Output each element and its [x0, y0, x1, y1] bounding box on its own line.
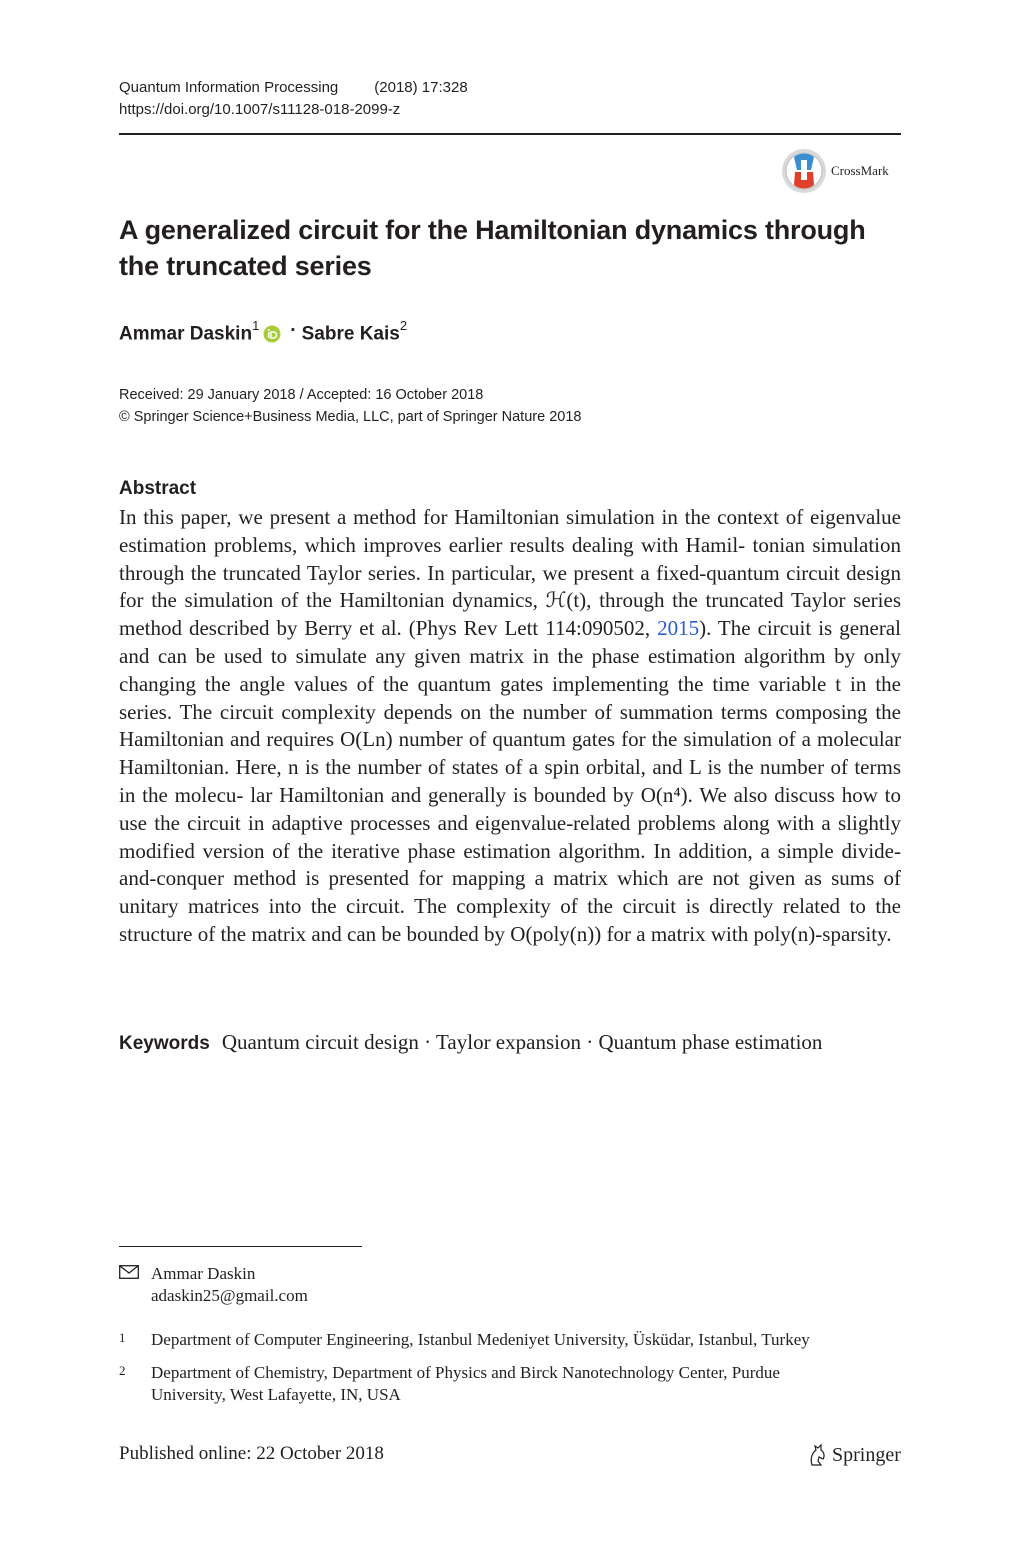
springer-logo [806, 1443, 901, 1467]
orcid-icon[interactable] [263, 325, 281, 349]
published-date: Published online: 22 October 2018 [119, 1443, 384, 1464]
affiliation-1-number: 1 [119, 1330, 126, 1345]
abstract-text-2: ). The circuit is general and can be used to simulate any given matrix in the phase estimation algorithm by only changing the angle values of the quantum gates implementing the time variable t in the series. The circuit complexity depends on the number of summation terms composing the Hamiltonian and requires O(Ln) number of quantum gates for the simulation of a molecular Hamiltonian. Here, n is the number of states of a spin orbital, and L is the number of terms in the molecu- lar Hamiltonian and generally is bounded by O(n⁴). We also discuss how to use the circuit in adaptive processes and eigenvalue-related problems along with a slightly modified version of the iterative phase estimation algorithm. In addition, a simple divide-and-conquer method is presented for mapping a matrix which are not given as sums of unitary matrices into the circuit. The complexity of the circuit is directly related to the structure of the matrix and can be bounded by O(poly(n)) for a matrix with poly(n)-sparsity. [119, 616, 902, 946]
header-rule [119, 133, 901, 135]
citation-link[interactable]: 2015 [657, 616, 700, 641]
journal-header [119, 77, 468, 121]
journal-volume: (2018) 17:328 [374, 79, 468, 96]
author-2[interactable] [302, 320, 407, 345]
received-accepted: Received: 29 January 2018 / Accepted: 16 October 2018 [119, 387, 484, 403]
springer-horse-icon [806, 1443, 828, 1467]
author-2-affil: 2 [399, 318, 408, 333]
crossmark-icon [781, 148, 827, 194]
abstract-heading: Abstract [119, 478, 197, 499]
affiliation-2-text: Department of Chemistry, Department of Physics and Birck Nanotechnology Center, Purdue University, West Lafayette, IN, USA [151, 1363, 780, 1404]
corresponding-email[interactable]: adaskin25@gmail.com [151, 1286, 308, 1305]
affiliation-2 [119, 1362, 780, 1404]
keywords [119, 1030, 901, 1055]
crossmark-label: CrossMark [831, 163, 889, 178]
article-dates [119, 384, 581, 428]
author-1[interactable] [119, 320, 259, 345]
author-separator: · [290, 320, 297, 341]
author-1-affil: 1 [252, 318, 260, 333]
author-1-name: Ammar Daskin [119, 323, 253, 345]
author-2-name: Sabre Kais [301, 323, 400, 345]
abstract-body [119, 504, 901, 949]
affiliation-1-text: Department of Computer Engineering, Istanbul Medeniyet University, Üsküdar, Istanbul, Turkey [151, 1330, 810, 1349]
crossmark-badge[interactable] [781, 148, 889, 194]
affiliation-1 [119, 1329, 810, 1352]
keywords-list: Quantum circuit design · Taylor expansion · Quantum phase estimation [221, 1030, 823, 1054]
copyright: © Springer Science+Business Media, LLC, part of Springer Nature 2018 [119, 409, 582, 425]
envelope-icon [119, 1263, 149, 1285]
affiliation-2-number: 2 [119, 1363, 126, 1378]
publisher-name: Springer [832, 1443, 901, 1466]
footnote-rule [119, 1246, 362, 1247]
doi-link[interactable]: https://doi.org/10.1007/s11128-018-2099-z [119, 101, 401, 118]
author-list [119, 320, 407, 349]
corresponding-name: Ammar Daskin [151, 1264, 256, 1283]
journal-name: Quantum Information Processing [119, 79, 339, 96]
paper-title: A generalized circuit for the Hamiltonian dynamics through the truncated series [119, 215, 866, 281]
keywords-heading: Keywords [119, 1033, 210, 1054]
abstract-text-1: In this paper, we present a method for Hamiltonian simulation in the context of eigenvalue estimation problems, which improves earlier results dealing with Hamil- tonian simulation through the truncated Taylor series. In particular, we present a fixed-quantum circuit design for the simulation of the Hamiltonian dynamics, ℋ(t), through the truncated Taylor series method described by Berry et al. (Phys Rev Lett 114:090502, [119, 505, 901, 641]
